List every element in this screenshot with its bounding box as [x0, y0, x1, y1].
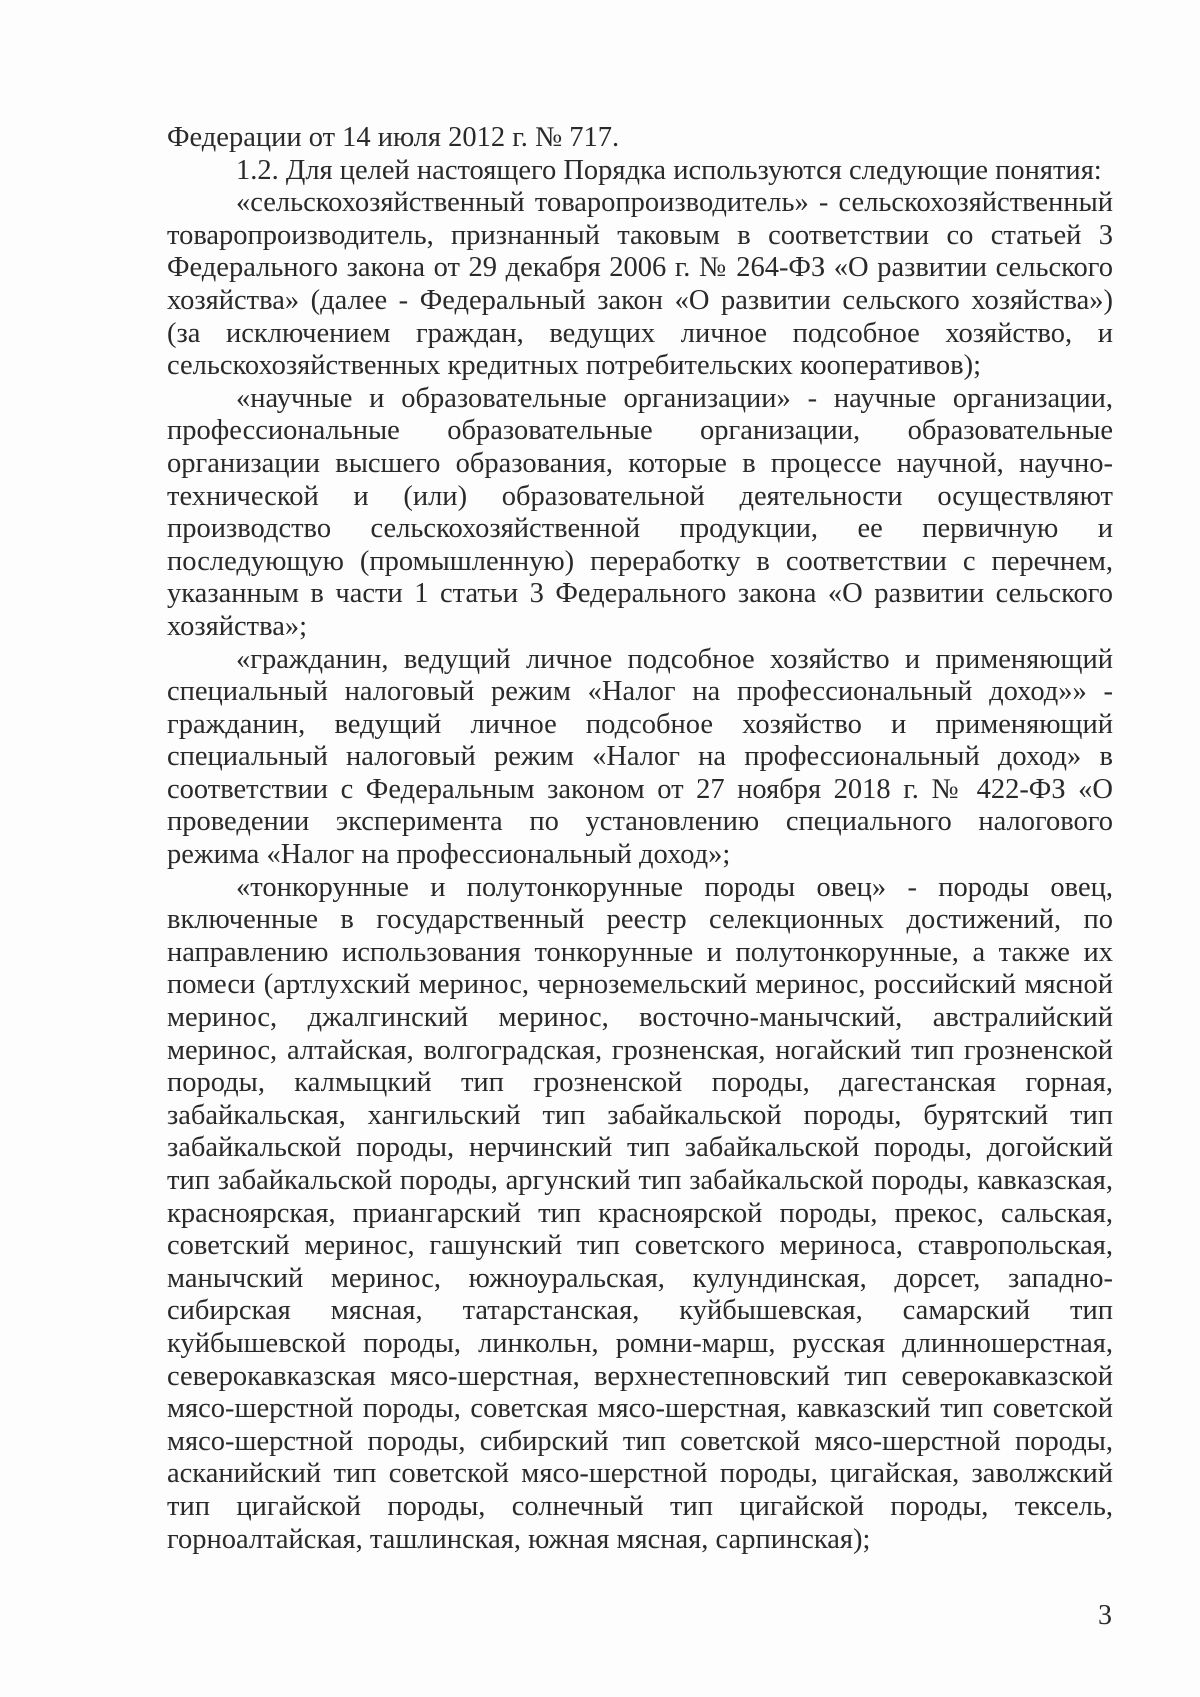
- document-body: [167, 122, 1113, 1556]
- paragraph-citizen-household: «гражданин, ведущий личное подсобное хозяйство и применяющий специальный налоговый режим «Налог на профессиональный доход»» - гражданин, ведущий личное подсобное хозяйство и применяющий специальный налоговый режим «Налог на профессиональный доход» в соответствии с Федеральным законом от 27 ноября 2018 г. № 422-ФЗ «О проведении эксперимента по установлению специального налогового режима «Налог на профессиональный доход»;: [167, 643, 1113, 871]
- paragraph-decree-reference: Федерации от 14 июля 2012 г. № 717.: [167, 122, 620, 153]
- paragraph-definitions-intro: 1.2. Для целей настоящего Порядка используются следующие понятия:: [236, 154, 1102, 186]
- paragraph-scientific-organizations: «научные и образовательные организации» - научные организации, профессиональные образовательные организации, образовательные организации высшего образования, которые в процессе научной, научно-технической и (или) образовательной деятельности осуществляют производство сельскохозяйственной продукции, ее первичную и последующую (промышленную) переработку в соответствии с перечнем, указанным в части 1 статьи 3 Федерального закона «О развитии сельского хозяйства»;: [167, 382, 1113, 642]
- page-number: 3: [1098, 1600, 1112, 1631]
- paragraph-sheep-breeds: «тонкорунные и полутонкорунные породы овец» - породы овец, включенные в государственный реестр селекционных достижений, по направлению использования тонкорунные и полутонкорунные, а также их помеси (артлухский меринос, черноземельский меринос, российский мясной меринос, джалгинский меринос, восточно-манычский, австралийский меринос, алтайская, волгоградская, грозненская, ногайский тип грозненской породы, калмыцкий тип грозненской породы, дагестанская горная, забайкальская, хангильский тип забайкальской породы, бурятский тип забайкальской породы, нерчинский тип забайкальской породы, догойский тип забайкальской породы, аргунский тип забайкальской породы, кавказская, красноярская, приангарский тип красноярской породы, прекос, сальская, советский меринос, гашунский тип советского мериноса, ставропольская, манычский меринос, южноуральская, кулундинская, дорсет, западно-сибирская мясная, татарстанская, куйбышевская, самарский тип куйбышевской породы, линкольн, ромни-марш, русская длинношерстная, северокавказская мясо-шерстная, верхнестепновский тип северокавказской мясо-шерстной породы, советская мясо-шерстная, кавказский тип советской мясо-шерстной породы, сибирский тип советской мясо-шерстной породы, асканийский тип советской мясо-шерстной породы, цигайская, заволжский тип цигайской породы, солнечный тип цигайской породы, тексель, горноалтайская, ташлинская, южная мясная, сарпинская);: [167, 871, 1113, 1555]
- paragraph-agricultural-producer: «сельскохозяйственный товаропроизводитель» - сельскохозяйственный товаропроизводитель, признанный таковым в соответствии со статьей 3 Федерального закона от 29 декабря 2006 г. № 264-ФЗ «О развитии сельского хозяйства» (далее - Федеральный закон «О развитии сельского хозяйства») (за исключением граждан, ведущих личное подсобное хозяйство, и сельскохозяйственных кредитных потребительских кооперативов);: [167, 187, 1113, 382]
